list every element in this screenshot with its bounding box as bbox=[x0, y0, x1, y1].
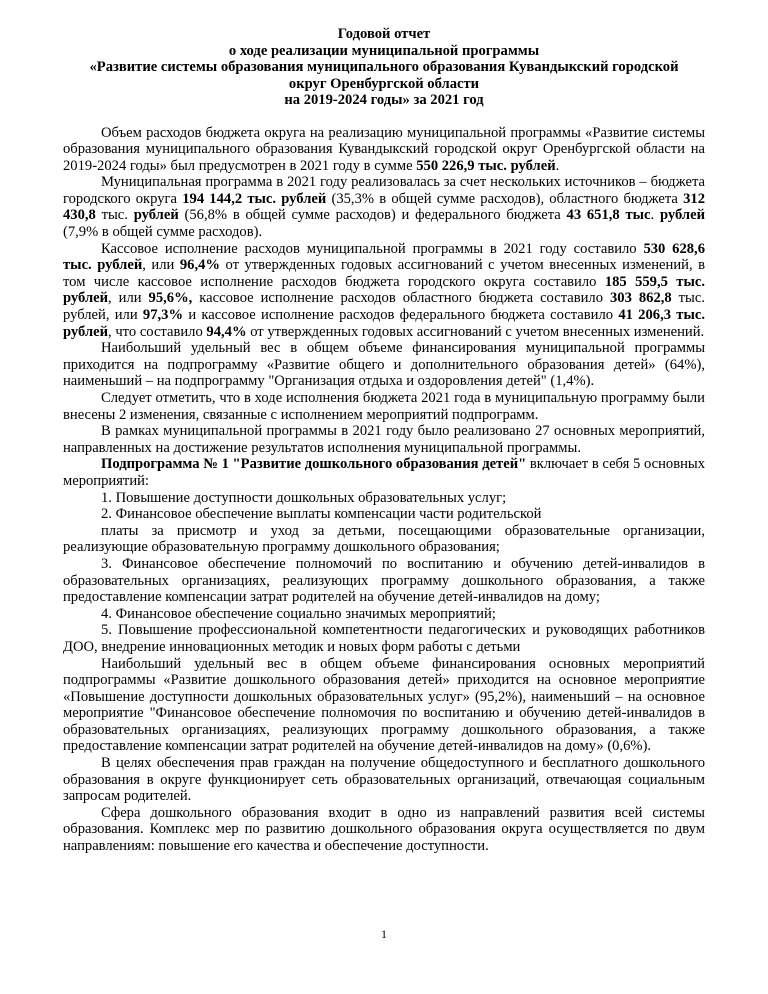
paragraph-largest-share: Наибольший удельный вес в общем объеме финансирования муниципальной программы приходится на подпрограмму «Развитие общего и дополнительного образования детей» (64%), наименьший – на подпрограмму "Организация отдыха и оздоровления детей" (1,4%). bbox=[63, 340, 705, 390]
paragraph-cash-execution: Кассовое исполнение расходов муниципальной программы в 2021 году составило 530 628,6 тыс. рублей, или 96,4% от утвержденных годовых ассигнований с учетом внесенных изменений, в том числе кассовое исполнение расходов бюджета городского округа составило 185 559,5 тыс. рублей, или 95,6%, кассовое исполнение расходов областного бюджета составило 303 862,8 тыс. рублей, или 97,3% и кассовое исполнение расходов федерального бюджета составило 41 206,3 тыс. рублей, что составило 94,4% от утвержденных годовых ассигнований с учетом внесенных изменений. bbox=[63, 240, 706, 340]
paragraph-subprogram-share: Наибольший удельный вес в общем объеме финансирования основных мероприятий подпрограммы «Развитие дошкольного образования детей» приходится на основное мероприятие «Повышение доступности дошкольных образовательных услуг» (95,2%), наименьший – на основное мероприятие "Финансовое обеспечение полномочия по воспитанию и обучению детей-инвалидов в образовательных организациях, реализующих программу дошкольного образования, а также предоставление компенсации затрат родителей на обучение детей-инвалидов на дому» (0,6%). bbox=[63, 655, 705, 755]
report-title bbox=[63, 26, 705, 109]
list-item-4: 4. Финансовое обеспечение социально значимых мероприятий; bbox=[101, 605, 496, 622]
list-item-1: 1. Повышение доступности дошкольных образовательных услуг; bbox=[101, 489, 507, 506]
page-number: 1 bbox=[381, 927, 387, 941]
title-spacer bbox=[63, 109, 705, 125]
list-item-5: 5. Повышение профессиональной компетентности педагогических и руководящих работников ДОО, внедрение инновационных методик и новых форм работы с детьми bbox=[63, 622, 705, 655]
list-item-2-continuation: платы за присмотр и уход за детьми, посещающими образовательные организации, реализующие образовательную программу дошкольного образования; bbox=[63, 522, 705, 556]
title-line-2: о ходе реализации муниципальной программы bbox=[228, 42, 540, 59]
paragraph-rights: В целях обеспечения прав граждан на получение общедоступного и бесплатного дошкольного образования в округе функционирует сеть образовательных организаций, отвечающая социальным запросам родителей. bbox=[63, 755, 705, 805]
paragraph-preschool-sphere: Сфера дошкольного образования входит в одно из направлений развития всей системы образования. Комплекс мер по развитию дошкольного образования округа осуществляется по двум направлениям: повышение его качества и обеспечение доступности. bbox=[63, 804, 705, 855]
title-line-1: Годовой отчет bbox=[337, 26, 431, 42]
paragraph-changes: Следует отметить, что в ходе исполнения бюджета 2021 года в муниципальную программу были внесены 2 изменения, связанные с исполнением мероприятий подпрограмм. bbox=[63, 390, 705, 423]
paragraph-budget-volume: Объем расходов бюджета округа на реализацию муниципальной программы «Развитие системы образования муниципального образования Кувандыкский городской округ Оренбургской области на 2019-2024 годы» был предусмотрен в 2021 году в сумме 550 226,9 тыс. рублей. bbox=[63, 124, 705, 174]
list-item-3: 3. Финансовое обеспечение полномочий по воспитанию и обучению детей-инвалидов в образовательных организациях, реализующих программу дошкольного образования, а также предоставление компенсации затрат родителей на обучение детей-инвалидов на дому; bbox=[63, 555, 705, 606]
title-line-5: на 2019-2024 годы» за 2021 год bbox=[284, 92, 484, 108]
paragraph-funding-sources: Муниципальная программа в 2021 году реализовалась за счет нескольких источников – бюджета городского округа 194 144,2 тыс. рублей (35,3% в общей сумме расходов), областного бюджета 312 430,8 тыс. рублей (56,8% в общей сумме расходов) и федерального бюджета 43 651,8 тыс. рублей (7,9% в общей сумме расходов). bbox=[63, 174, 706, 241]
title-line-4: округ Оренбургской области bbox=[288, 75, 480, 92]
paragraph-main-activities: В рамках муниципальной программы в 2021 году было реализовано 27 основных мероприятий, направленных на достижение результатов исполнения муниципальной программы. bbox=[63, 423, 705, 456]
list-item-2: 2. Финансовое обеспечение выплаты компенсации части родительской bbox=[101, 506, 542, 523]
paragraph-subprogram-1: Подпрограмма № 1 "Развитие дошкольного образования детей" включает в себя 5 основных мероприятий: bbox=[63, 456, 706, 489]
title-line-3: «Развитие системы образования муниципального образования Кувандыкский городской bbox=[89, 59, 679, 75]
